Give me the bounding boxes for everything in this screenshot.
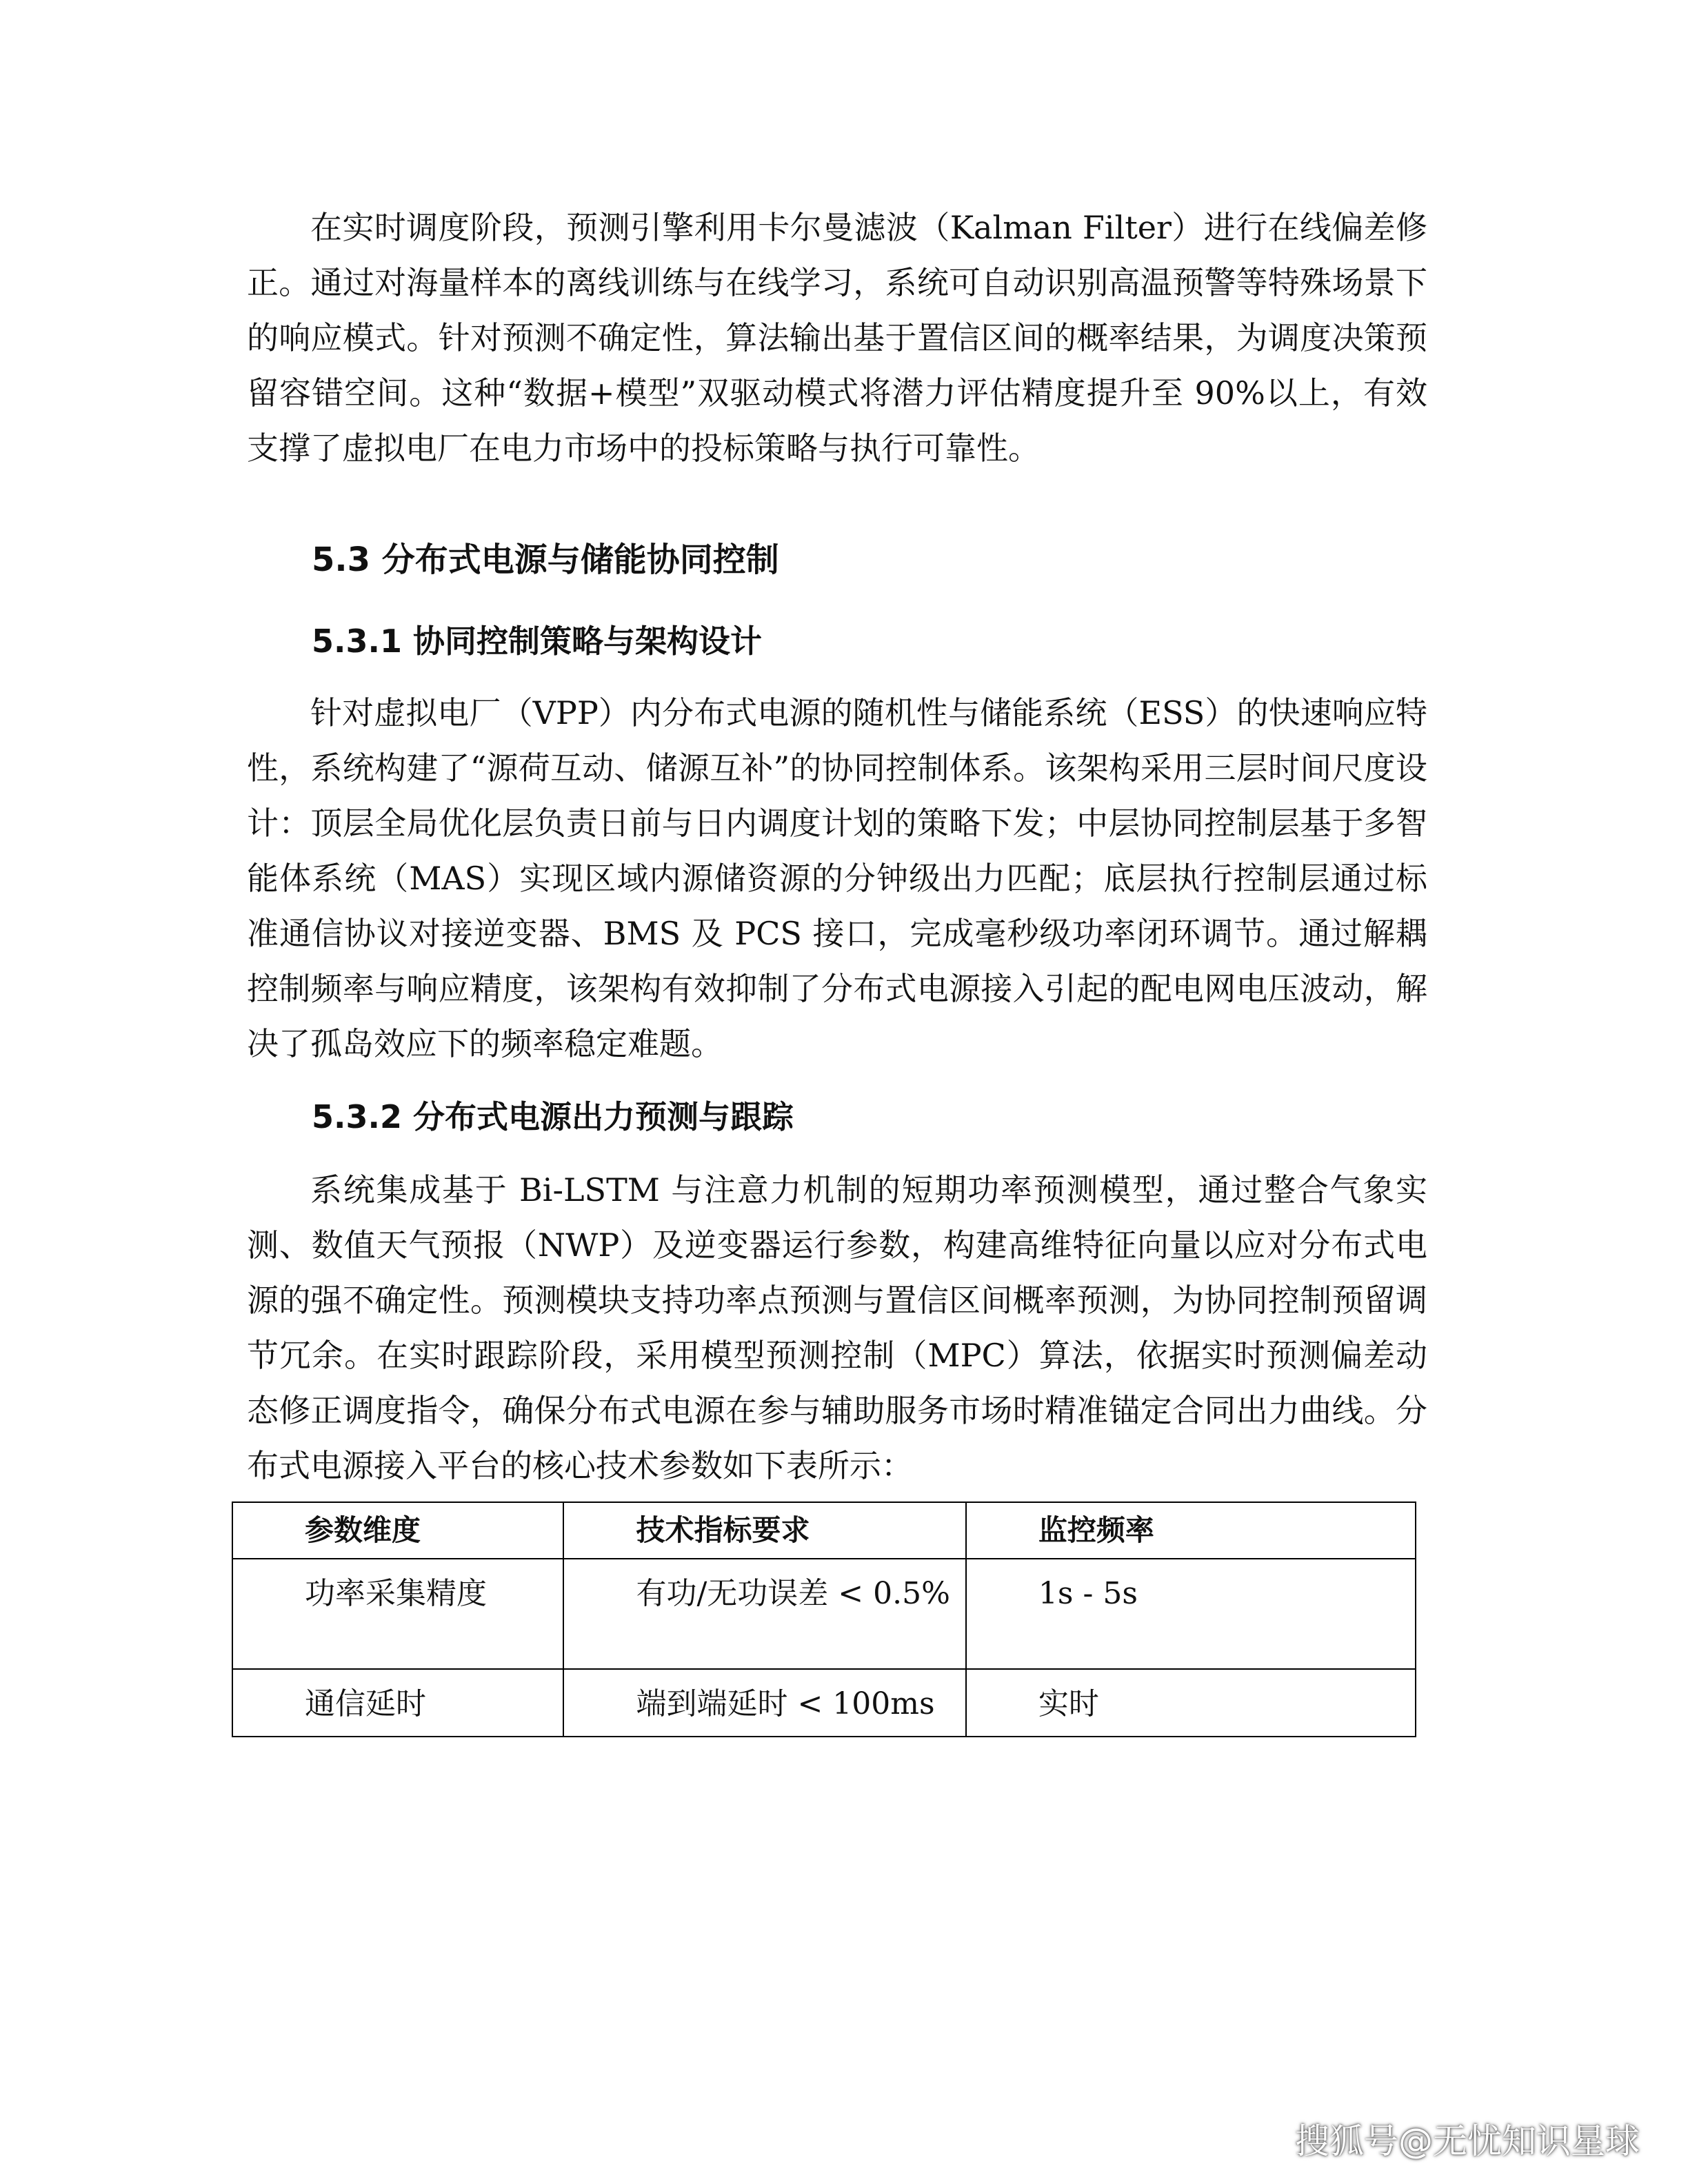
table-row xyxy=(232,1669,1416,1737)
table-header-cell: 参数维度 xyxy=(232,1502,563,1559)
table-header-cell: 技术指标要求 xyxy=(563,1502,965,1559)
subsection-heading-5-3-1: 5.3.1 协同控制策略与架构设计 xyxy=(312,623,762,660)
paragraph-forecast-tracking: 系统集成基于 Bi-LSTM 与注意力机制的短期功率预测模型，通过整合气象实测、数值天气预报（NWP）及逆变器运行参数，构建高维特征向量以应对分布式电源的强不确定性。预测模块支持功率点预测与置信区间概率预测，为协同控制预留调节冗余。在实时跟踪阶段，采用模型预测控制（MPC）算法，依据实时预测偏差动态修正调度指令，确保分布式电源在参与辅助服务市场时精准锚定合同出力曲线。分布式电源接入平台的核心技术参数如下表所示： xyxy=(247,1171,1427,1484)
watermark: 搜狐号@无忧知识星球 xyxy=(1295,2121,1640,2161)
table-cell: 1s - 5s xyxy=(966,1559,1416,1669)
parameter-table xyxy=(232,1502,1416,1737)
table-header-row xyxy=(232,1502,1416,1559)
table-cell: 通信延时 xyxy=(232,1669,563,1737)
table-cell-text: 端到端延时 < 100ms xyxy=(636,1686,935,1721)
section-heading-5-3: 5.3 分布式电源与储能协同控制 xyxy=(312,540,779,579)
table-cell xyxy=(563,1669,965,1737)
table-cell xyxy=(563,1559,965,1669)
paragraph-kalman: 在实时调度阶段，预测引擎利用卡尔曼滤波（Kalman Filter）进行在线偏差修正。通过对海量样本的离线训练与在线学习，系统可自动识别高温预警等特殊场景下的响应模式。针对预测不确定性，算法输出基于置信区间的概率结果，为调度决策预留容错空间。这种“数据+模型”双驱动模式将潜力评估精度提升至 90%以上，有效支撑了虚拟电厂在电力市场中的投标策略与执行可靠性。 xyxy=(247,209,1427,467)
paragraph-control-architecture: 针对虚拟电厂（VPP）内分布式电源的随机性与储能系统（ESS）的快速响应特性，系统构建了“源荷互动、储源互补”的协同控制体系。该架构采用三层时间尺度设计：顶层全局优化层负责日前与日内调度计划的策略下发；中层协同控制层基于多智能体系统（MAS）实现区域内源储资源的分钟级出力匹配；底层执行控制层通过标准通信协议对接逆变器、BMS 及 PCS 接口，完成毫秒级功率闭环调节。通过解耦控制频率与响应精度，该架构有效抑制了分布式电源接入引起的配电网电压波动，解决了孤岛效应下的频率稳定难题。 xyxy=(247,694,1427,1062)
table-row xyxy=(232,1559,1416,1669)
table-header-cell: 监控频率 xyxy=(966,1502,1416,1559)
table-cell: 实时 xyxy=(966,1669,1416,1737)
table-cell-text: 有功/无功误差 < 0.5% xyxy=(636,1576,950,1611)
table-cell: 功率采集精度 xyxy=(232,1559,563,1669)
subsection-heading-5-3-2: 5.3.2 分布式电源出力预测与跟踪 xyxy=(312,1098,794,1135)
